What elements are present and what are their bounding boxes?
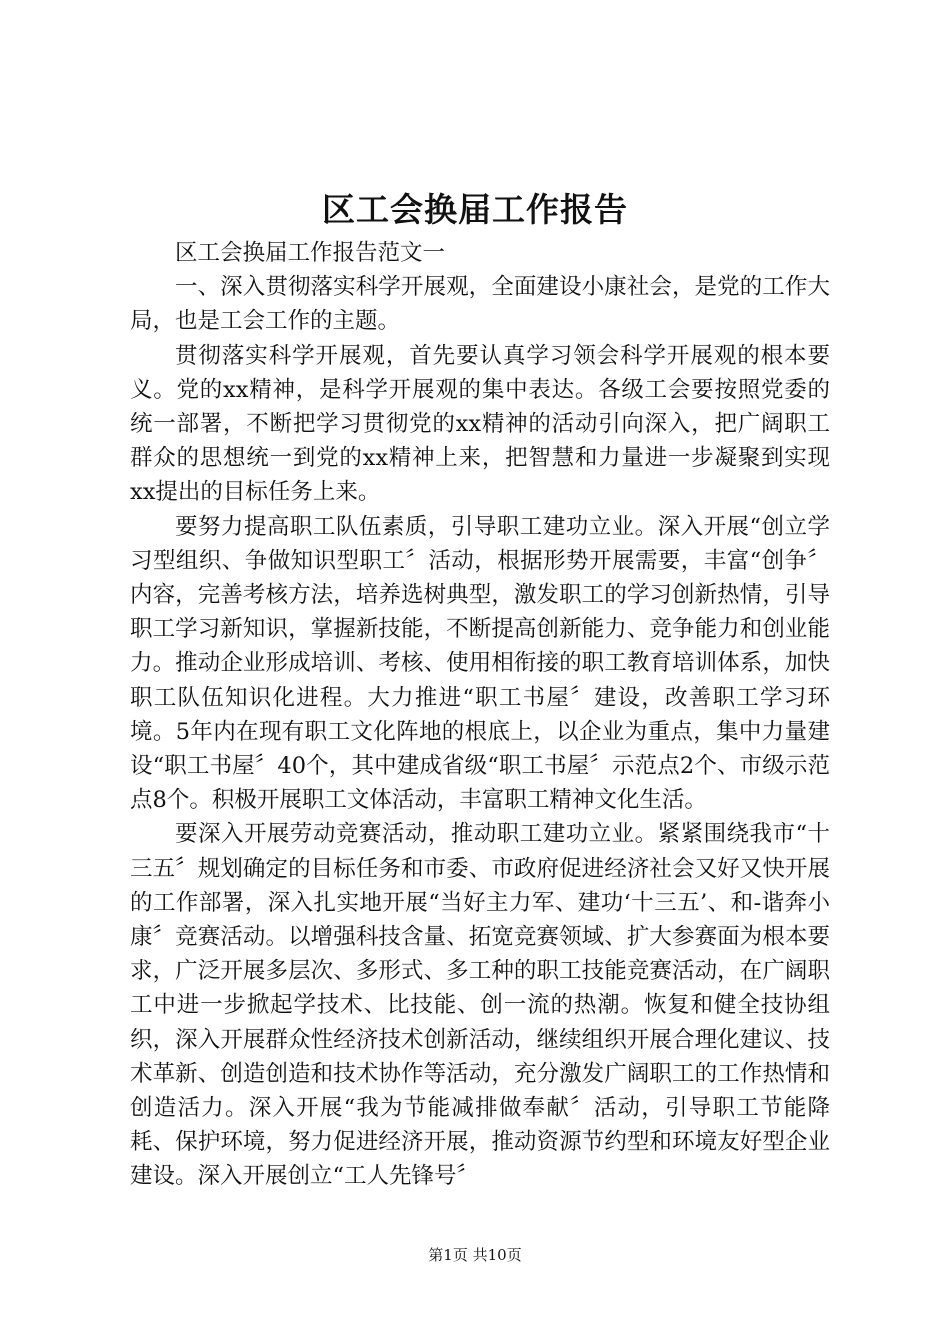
page-number-footer: 第1页 共10页 [428,1246,522,1264]
paragraph-subtitle: 区工会换届工作报告范文一 [175,240,446,266]
paragraph-workforce-quality: 要努力提高职工队伍素质，引导职工建功立业。深入开展“创立学习型组织、争做知识型职工〞活动，根据形势开展需要，丰富“创争〞内容，完善考核方法，培养选树典型，激发职工的学习创新热情，引导职工学习新知识，掌握新技能，不断提高创新能力、竞争能力和创业能力。推动企业形成培训、考核、使用相衔接的职工教育培训体系，加快职工队伍知识化进程。大力推进“职工书屋〞建设，改善职工学习环境。5年内在现有职工文化阵地的根底上，以企业为重点，集中力量建设“职工书屋〞40个，其中建成省级“职工书屋〞示范点2个、市级示范点8个。积极开展职工文体活动，丰富职工精神文化生活。 [130,513,830,814]
paragraph-section-one: 一、深入贯彻落实科学开展观，全面建设小康社会，是党的工作大局，也是工会工作的主题。 [130,274,830,335]
document-body [130,236,830,1194]
paragraph-study: 贯彻落实科学开展观，首先要认真学习领会科学开展观的根本要义。党的xx精神，是科学开展观的集中表达。各级工会要按照党委的统一部署，不断把学习贯彻党的xx精神的活动引向深入，把广阔职工群众的思想统一到党的xx精神上来，把智慧和力量进一步凝聚到实现xx提出的目标任务上来。 [130,342,830,506]
paragraph-labor-competition: 要深入开展劳动竞赛活动，推动职工建功立业。紧紧围绕我市“十三五〞规划确定的目标任务和市委、市政府促进经济社会又好又快开展的工作部署，深入扎实地开展“当好主力军、建功‘十三五’、和-谐奔小康〞竞赛活动。以增强科技含量、拓宽竞赛领域、扩大参赛面为根本要求，广泛开展多层次、多形式、多工种的职工技能竞赛活动，在广阔职工中进一步掀起学技术、比技能、创一流的热潮。恢复和健全技协组织，深入开展群众性经济技术创新活动，继续组织开展合理化建议、技术革新、创造创造和技术协作等活动，充分激发广阔职工的工作热情和创造活力。深入开展“我为节能减排做奉献〞活动，引导职工节能降耗、保护环境，努力促进经济开展，推动资源节约型和环境友好型企业建设。深入开展创立“工人先锋号〞 [130,821,830,1190]
document-title: 区工会换届工作报告 [322,190,628,229]
